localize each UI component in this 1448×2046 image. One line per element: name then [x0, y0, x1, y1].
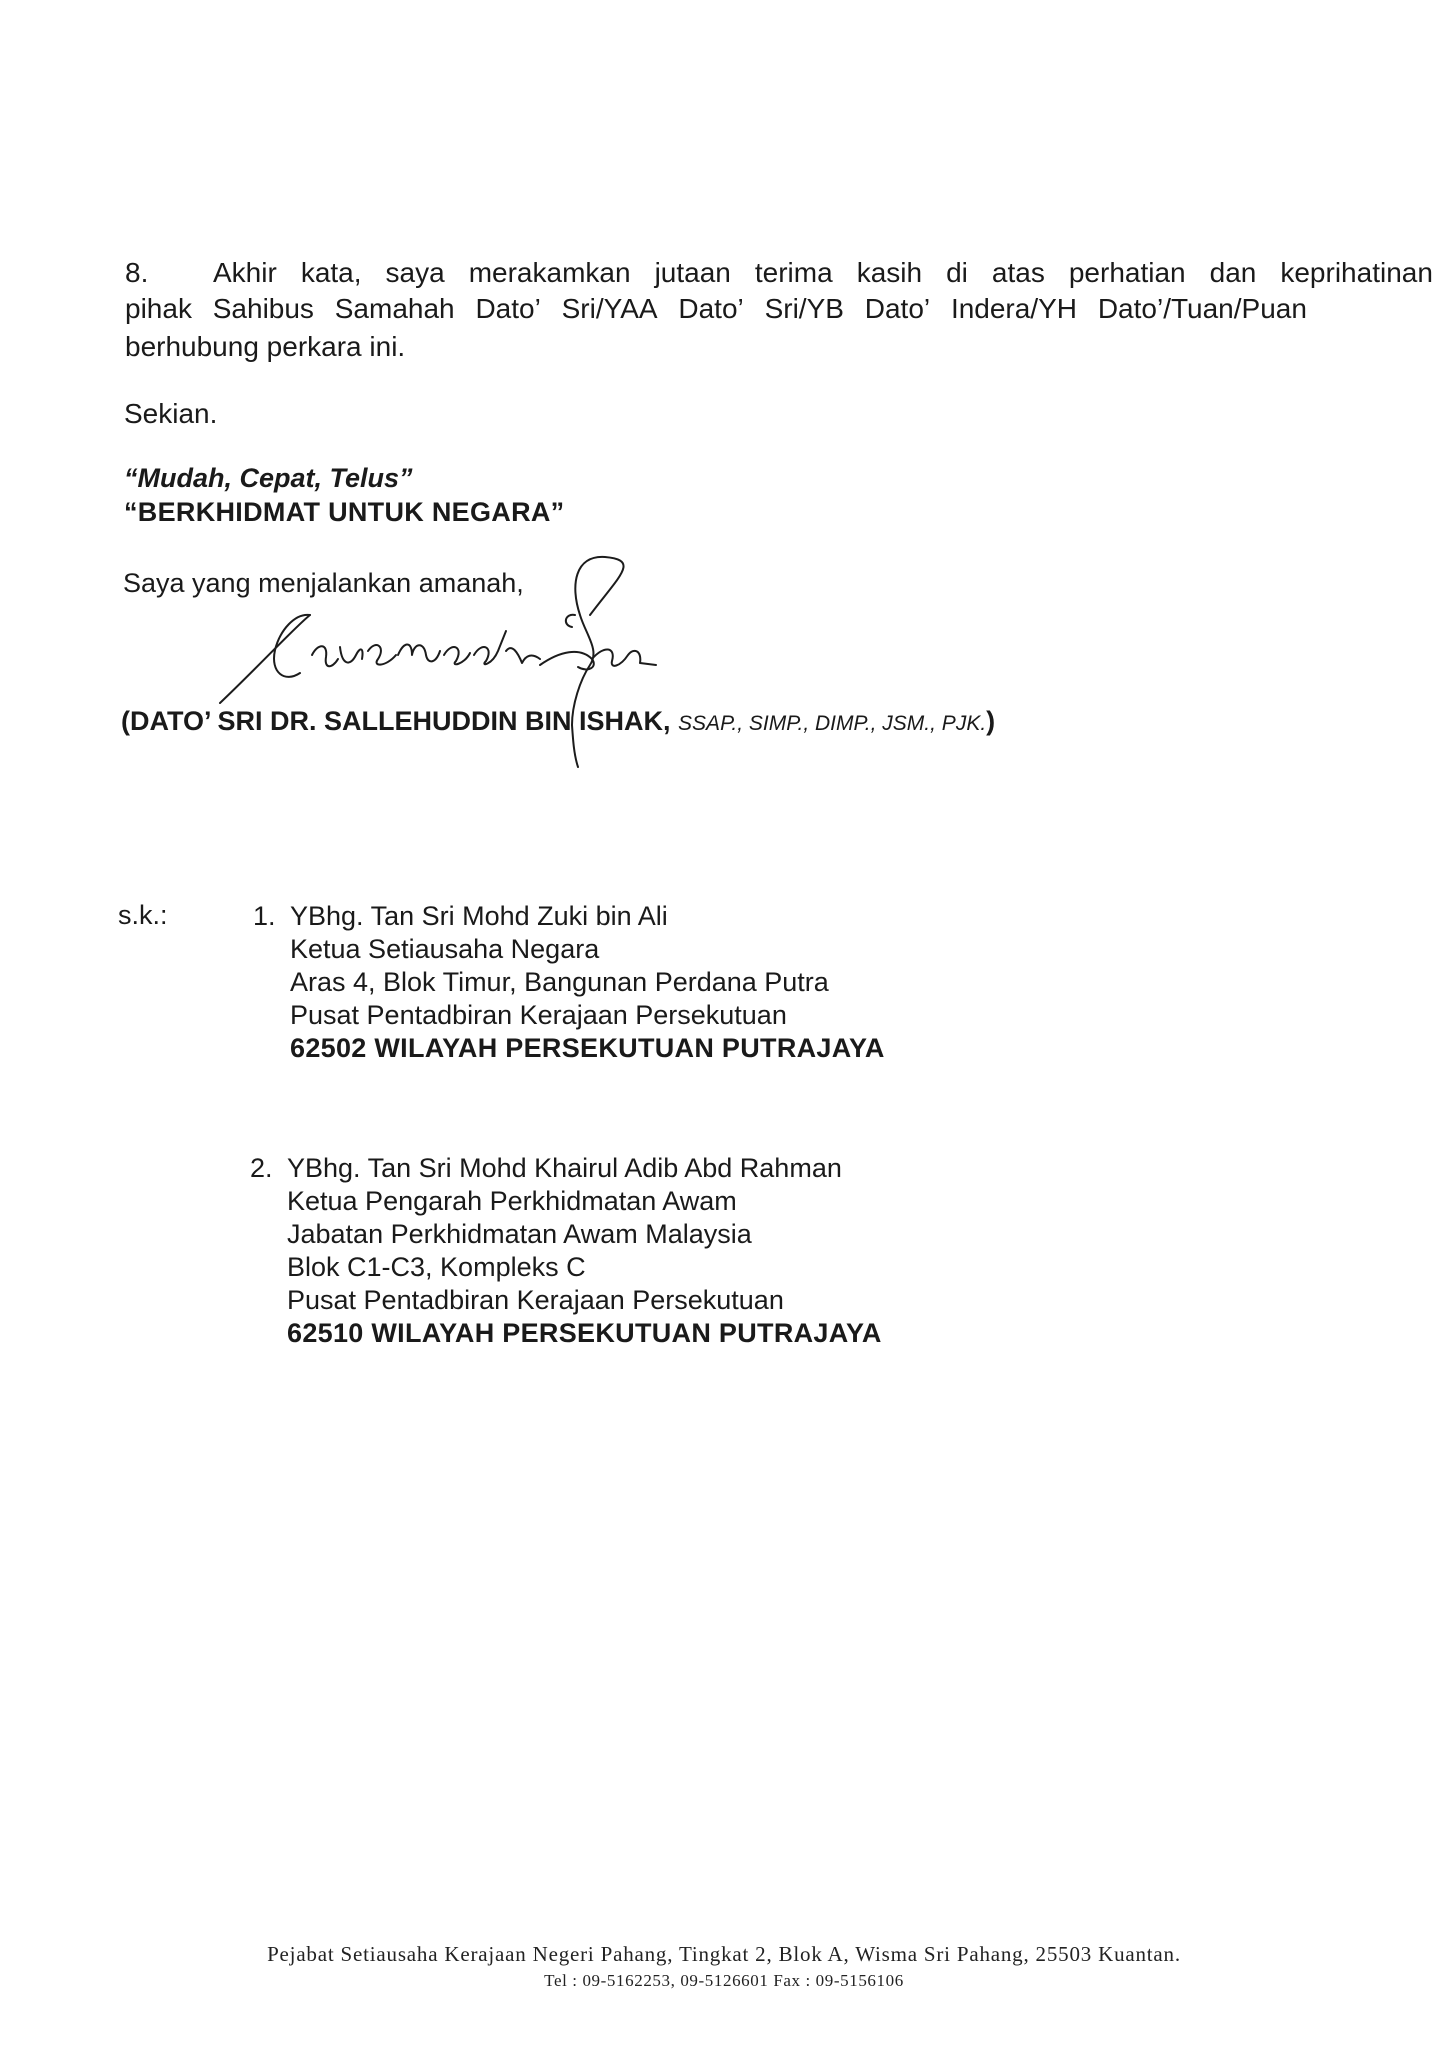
word: atas: [991, 257, 1045, 288]
postcode-line: 62502 WILAYAH PERSEKUTUAN PUTRAJAYA: [290, 1033, 885, 1063]
cc-recipient-2: [250, 1152, 882, 1350]
address-line: Ketua Pengarah Perkhidmatan Awam: [287, 1186, 737, 1216]
paragraph-line-2: [125, 291, 1307, 327]
recipient-number: 1.: [253, 901, 276, 931]
word: terima: [754, 257, 833, 288]
word: kata,: [300, 257, 362, 288]
address-line: YBhg. Tan Sri Mohd Khairul Adib Abd Rahman: [287, 1153, 842, 1183]
signatory-close: ): [986, 706, 996, 736]
footer-contact: Tel : 09-5162253, 09-5126601 Fax : 09-5156106: [544, 1971, 904, 1990]
word: Indera/YH: [950, 293, 1078, 324]
address-line: Pusat Pentadbiran Kerajaan Persekutuan: [290, 1000, 787, 1030]
word: Sahibus: [212, 293, 314, 324]
word: keprihatinan: [1280, 257, 1433, 288]
address-line: Blok C1-C3, Kompleks C: [287, 1252, 586, 1282]
word: Samahah: [334, 293, 455, 324]
signoff-text: Saya yang menjalankan amanah,: [123, 568, 524, 598]
signatory-title-name: (DATO’ SRI DR. SALLEHUDDIN BIN ISHAK,: [121, 706, 671, 736]
sekian-text: Sekian.: [124, 398, 218, 429]
word: dan: [1209, 257, 1257, 288]
word: Sri/YAA: [561, 293, 658, 324]
motto-bold: “BERKHIDMAT UNTUK NEGARA”: [124, 497, 565, 527]
word: Dato’: [678, 293, 744, 324]
word: kasih: [856, 257, 923, 288]
address-line: Jabatan Perkhidmatan Awam Malaysia: [287, 1219, 752, 1249]
address-line: Pusat Pentadbiran Kerajaan Persekutuan: [287, 1285, 784, 1315]
paragraph-number: 8.: [125, 257, 149, 288]
word: Dato’: [475, 293, 541, 324]
cc-recipient-1: [253, 900, 885, 1065]
word: pihak: [125, 293, 192, 324]
cc-label: s.k.:: [118, 900, 168, 930]
word: Sri/YB: [764, 293, 844, 324]
paragraph-line-1: [213, 255, 1433, 291]
word: di: [946, 257, 968, 288]
handwritten-signature: [200, 555, 680, 785]
postcode-line: 62510 WILAYAH PERSEKUTUAN PUTRAJAYA: [287, 1318, 882, 1348]
footer: [0, 1942, 1448, 1991]
signatory-name: [121, 706, 995, 737]
word: merakamkan: [468, 257, 631, 288]
word: Dato’: [864, 293, 931, 324]
word: Dato’/Tuan/Puan: [1097, 293, 1307, 324]
word: jutaan: [654, 257, 731, 288]
signatory-credentials: SSAP., SIMP., DIMP., JSM., PJK.: [678, 712, 987, 735]
word: Akhir: [213, 257, 277, 288]
word: saya: [385, 257, 445, 288]
address-line: YBhg. Tan Sri Mohd Zuki bin Ali: [290, 901, 668, 931]
recipient-number: 2.: [250, 1153, 273, 1183]
address-line: Aras 4, Blok Timur, Bangunan Perdana Putra: [290, 967, 829, 997]
footer-address: Pejabat Setiausaha Kerajaan Negeri Pahang, Tingkat 2, Blok A, Wisma Sri Pahang, 25503 Kuantan.: [267, 1942, 1181, 1966]
paragraph-line-3: berhubung perkara ini.: [125, 331, 406, 362]
motto-italic: “Mudah, Cepat, Telus”: [124, 463, 413, 493]
address-line: Ketua Setiausaha Negara: [290, 934, 600, 964]
word: perhatian: [1068, 257, 1186, 288]
